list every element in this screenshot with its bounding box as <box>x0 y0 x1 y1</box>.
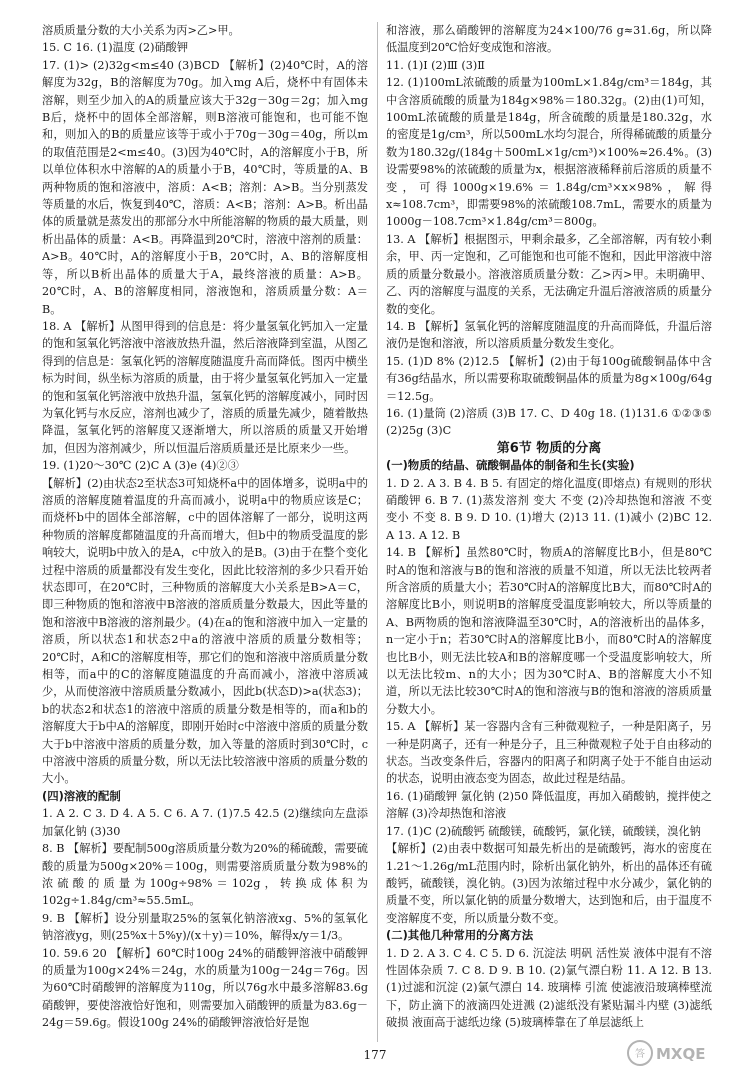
text-paragraph: 9. B 【解析】设分别量取25%的氢氧化钠溶液xg、5%的氢氧化钠溶液yg，则(25%x＋5%y)/(x＋y)＝10%，解得x/y＝1/3。 <box>42 911 368 943</box>
text-paragraph: 15. A 【解析】某一容器内含有三种微观粒子，一种是阳离子，另一种是阴离子，还有一种是分子，且三种微观粒子处于自由移动的状态。当改变条件后，容器内的阳离子和阴离子处于不能自由运动的状态，说明由液态变为固态，故此过程是结晶。 <box>386 720 712 786</box>
text-paragraph: 13. A 【解析】根据图示，甲剩余最多，乙全部溶解，丙有较小剩余，甲、丙一定饱和，乙可能饱和也可能不饱和，因此甲溶液中溶质的质量分数最小。溶液溶质质量分数：乙>丙>甲。未明确甲、乙、丙的溶解度与温度的关系，无法确定升温后溶液溶质的质量分数的变化。 <box>386 232 712 316</box>
subsection-heading: (一)物质的结晶、硫酸铜晶体的制备和生长(实验) <box>386 458 635 473</box>
text-paragraph: 溶质质量分数的大小关系为丙>乙>甲。 <box>42 24 240 37</box>
text-paragraph: 1. D 2. A 3. B 4. B 5. 有固定的熔化温度(即熔点) 有规则的形状 硝酸钾 6. B 7. (1)蒸发溶剂 变大 不变 (2)冷却热饱和溶液 不变 变小 不变 8. B 9. D 10. (1)增大 (2)13 11. (1)减小 (2)BC 12. A 13. A 12. B <box>386 476 712 542</box>
text-paragraph: 15. C 16. (1)温度 (2)硝酸钾 <box>42 41 189 55</box>
section-heading: (四)溶液的配制 <box>42 788 121 803</box>
page-number: 177 <box>363 1048 387 1062</box>
text-paragraph: 1. A 2. C 3. D 4. A 5. C 6. A 7. (1)7.5 42.5 (2)继续向左盘添加氯化钠 (3)30 <box>42 807 368 838</box>
left-column <box>42 22 368 1042</box>
text-paragraph: 1. D 2. A 3. C 4. C 5. D 6. 沉淀法 明矾 活性炭 液体中混有不溶性固体杂质 7. C 8. D 9. B 10. (2)氯气漂白粉 11. A 12. B 13. (1)过滤和沉淀 (2)氯气漂白 14. 玻璃棒 引流 使滤液沿玻璃棒壁流下，防止滴下的液滴四处迸溅 (2)滤纸没有紧贴漏斗内壁 (3)滤纸破损 液面高于滤纸边缘 (5)玻璃棒靠在了单层滤纸上 <box>386 946 712 1030</box>
text-paragraph: 和溶液，那么硝酸钾的溶解度为24×100/76 g≈31.6g，所以降低温度到20℃恰好变成饱和溶液。 <box>386 24 712 55</box>
subsection-heading: (二)其他几种常用的分离方法 <box>386 928 534 943</box>
section-title: 第6节 物质的分离 <box>496 440 602 456</box>
text-paragraph: 【解析】(2)由状态2至状态3可知烧杯a中的固体增多，说明a中的溶质的溶解度随着温度的升高而减小，说明a中的物质应该是C；而烧杯b中的固体全部溶解，c中的固体溶解了一部分，说明这两种物质的溶解度都随温度的升高而增大，但b中的物质受温度的影响较大，说明b中放入的是A，c中放入的是B。(3)由于在整个变化过程中溶质的质量都没有发生变化，因此比较溶剂的多少只看开始状态即可，在20℃时，三种物质的溶解度大小关系是B>A＝C，即三种物质的饱和溶液中B溶液的溶质质量分数最大，因此等量的饱和溶液中B溶液的溶剂最少。(4)在a的饱和溶液中加入一定量的溶质，所以状态1和状态2中a的溶液中溶质的质量分数相等；20℃时，A和C的溶解度相等，那它们的饱和溶液中溶质质量分数相等，而a中的C的溶解度随温度的升高而减小，溶液中溶质减少，从而使溶液中溶质质量分数减小，因此b(状态D)>a(状态3)；b的状态2和状态1的溶液中溶质的质量分数是相等的，而a和b的溶解度大于b中A的溶解度，即刚开始时c中溶液中溶质的质量分数大于b中溶液中溶质的质量分数，加入等量的溶质时到30℃时，c中溶液中溶质的质量分数，所以无法比较溶液中溶质的质量分数的大小。 <box>42 476 368 786</box>
text-paragraph: 11. (1)Ⅰ (2)Ⅲ (3)Ⅱ <box>386 58 485 72</box>
text-paragraph: 14. B 【解析】氢氧化钙的溶解度随温度的升高而降低，升温后溶液仍是饱和溶液，所以溶质质量分数发生变化。 <box>386 319 712 351</box>
text-paragraph: 【解析】(2)由表中数据可知最先析出的是硫酸钙，海水的密度在1.21～1.26g/mL范围内时，除析出氯化钠外，析出的晶体还有硫酸钙，硫酸镁，溴化钠。(3)因为浓缩过程中水分减少，氯化钠的质量不变，所以氯化钠的质量分数增大，达到饱和后，由于温度不变溶解度不变，所以质量分数不变。 <box>386 842 712 925</box>
text-paragraph: 17. (1)C (2)硫酸钙 硫酸镁，硫酸钙，氯化镁，硫酸镁，溴化钠 <box>386 824 701 838</box>
watermark-logo <box>626 1035 736 1075</box>
svg-text:MXQE: MXQE <box>656 1045 706 1063</box>
text-paragraph: 14. B 【解析】虽然80℃时，物质A的溶解度比B小，但是80℃时A的饱和溶液与B的饱和溶液的质量不知道，所以无法比较两者所含溶质的质量大小；若30℃时A的溶解度比B大，而80℃时A的溶解度比B小，则说明B的溶解度受温度影响较大，所以等质量的A、B两物质的饱和溶液降温至30℃时，A的溶液析出的晶体多，n一定小于n；若30℃时A的溶解度比B小，而80℃时A的溶解度也比B小，则无法比较A和B的溶解度哪一个受温度影响较大，所以无法比较m、n的大小；因为30℃时A、B的溶解度大小不知道，所以无法比较30℃时A的饱和溶液与B的饱和溶液的溶质质量分数大小。 <box>386 546 712 716</box>
text-paragraph: 18. A 【解析】从图甲得到的信息是：将少量氢氧化钙加入一定量的饱和氢氧化钙溶液中溶液放热升温，然后溶液降到室温，从图乙得到的信息是：氢氧化钙的溶解度随温度升高而降低。图丙中横坐标为时间，纵坐标为溶质的质量，由于将少量氢氧化钙加入一定量的饱和氢氧化钙溶液中放热升温，氢氧化钙的溶解度减小，同时因为氧化钙与水反应，溶剂也减少了，溶质的质量先减少，随着散热降温，氢氧化钙的溶解度又逐渐增大，所以溶质的质量又开始增加，但因为溶剂减少，所以恒温后溶质质量还是比原来少一些。 <box>42 319 368 455</box>
text-paragraph: 10. 59.6 20 【解析】60℃时100g 24%的硝酸钾溶液中硝酸钾的质量为100g×24%＝24g，水的质量为100g－24g＝76g。因为60℃时硝酸钾的溶解度为110g，所以76g水中最多溶解83.6g硝酸钾，要使溶液恰好饱和，则需要加入硝酸钾的质量为83.6g－24g＝59.6g。假设100g 24%的硝酸钾溶液恰好是饱 <box>42 946 368 1030</box>
text-paragraph: 17. (1)> (2)32g<m≤40 (3)BCD 【解析】(2)40℃时，A的溶解度为32g，B的溶解度为70g。加入mg A后，烧杯中有固体未溶解，则至少加入的A的质量应该大于32g－30g＝2g；加入mg B后，烧杯中的固体全部溶解，则B溶液可能饱和，也可能不饱和，则加入的B的质量应该等于或小于70g－30g＝40g，所以m的取值范围是2<m≤40。(3)因为40℃时，A的溶解度小于B，所以单位体积水中溶解的A的质量小于B，40℃时，等质量的A、B两种物质的饱和溶液中，溶质：A<B；溶剂：A>B。当分别蒸发等质量的水后，恢复到40℃，溶质：A<B；溶剂：A>B。析出晶体的质量就是蒸发出的那部分水中所能溶解的物质的最大质量，则析出晶体的质量：A<B。再降温到20℃时，溶液中溶剂的质量：A>B。40℃时，A的溶解度小于B，20℃时，A、B的溶解度相等，所以B析出晶体的质量大于A，最终溶液的质量：A>B。20℃时，A、B的溶解度相同，溶液饱和，溶质质量分数：A＝B。 <box>42 58 368 316</box>
text-paragraph: 16. (1)硝酸钾 氯化钠 (2)50 降低温度，再加入硝酸钠，搅拌使之溶解 (3)冷却热饱和溶液 <box>386 789 712 821</box>
text-paragraph: 19. (1)20～30℃ (2)C A (3)e (4)②③ <box>42 459 239 473</box>
text-paragraph: 12. (1)100mL浓硫酸的质量为100mL×1.84g/cm³＝184g，其中含溶质硫酸的质量为184g×98%＝180.32g。(2)由(1)可知，100mL浓硫酸的质量是184g，所含硫酸的质量是180.32g，水的密度是1g/cm³，所以500mL水均匀混合，所得稀硫酸的质量分数为180.32g/(184g＋500mL×1g/cm³)×100%≈26.4%。(3)设需要98%的浓硫酸的质量为x，根据溶液稀释前后溶质的质量不变，可得1000g×19.6%＝1.84g/cm³×x×98%，解得x≈108.7cm³，即需要98%的浓硫酸108.7mL，需要水的质量为1000g－108.7cm³×1.84g/cm³＝800g。 <box>386 76 712 229</box>
column-divider <box>377 22 378 1042</box>
text-paragraph: 15. (1)D 8% (2)12.5 【解析】(2)由于每100g硫酸铜晶体中含有36g结晶水，所以需要称取硫酸铜晶体的质量为8g×100g/64g＝12.5g。 <box>386 354 712 403</box>
svg-text:答: 答 <box>635 1049 645 1060</box>
right-column <box>386 22 712 1042</box>
text-paragraph: 16. (1)量筒 (2)溶质 (3)B 17. C、D 40g 18. (1)131.6 ①②③⑤ (2)25g (3)C <box>386 406 712 438</box>
text-paragraph: 8. B 【解析】要配制500g溶质质量分数为20%的稀硫酸，需要硫酸的质量为500g×20%＝100g，则需要溶质质量分数为98%的浓硫酸的质量为100g÷98%＝102g，转换成体积为102g÷1.84g/cm³≈55.5mL。 <box>42 842 368 908</box>
